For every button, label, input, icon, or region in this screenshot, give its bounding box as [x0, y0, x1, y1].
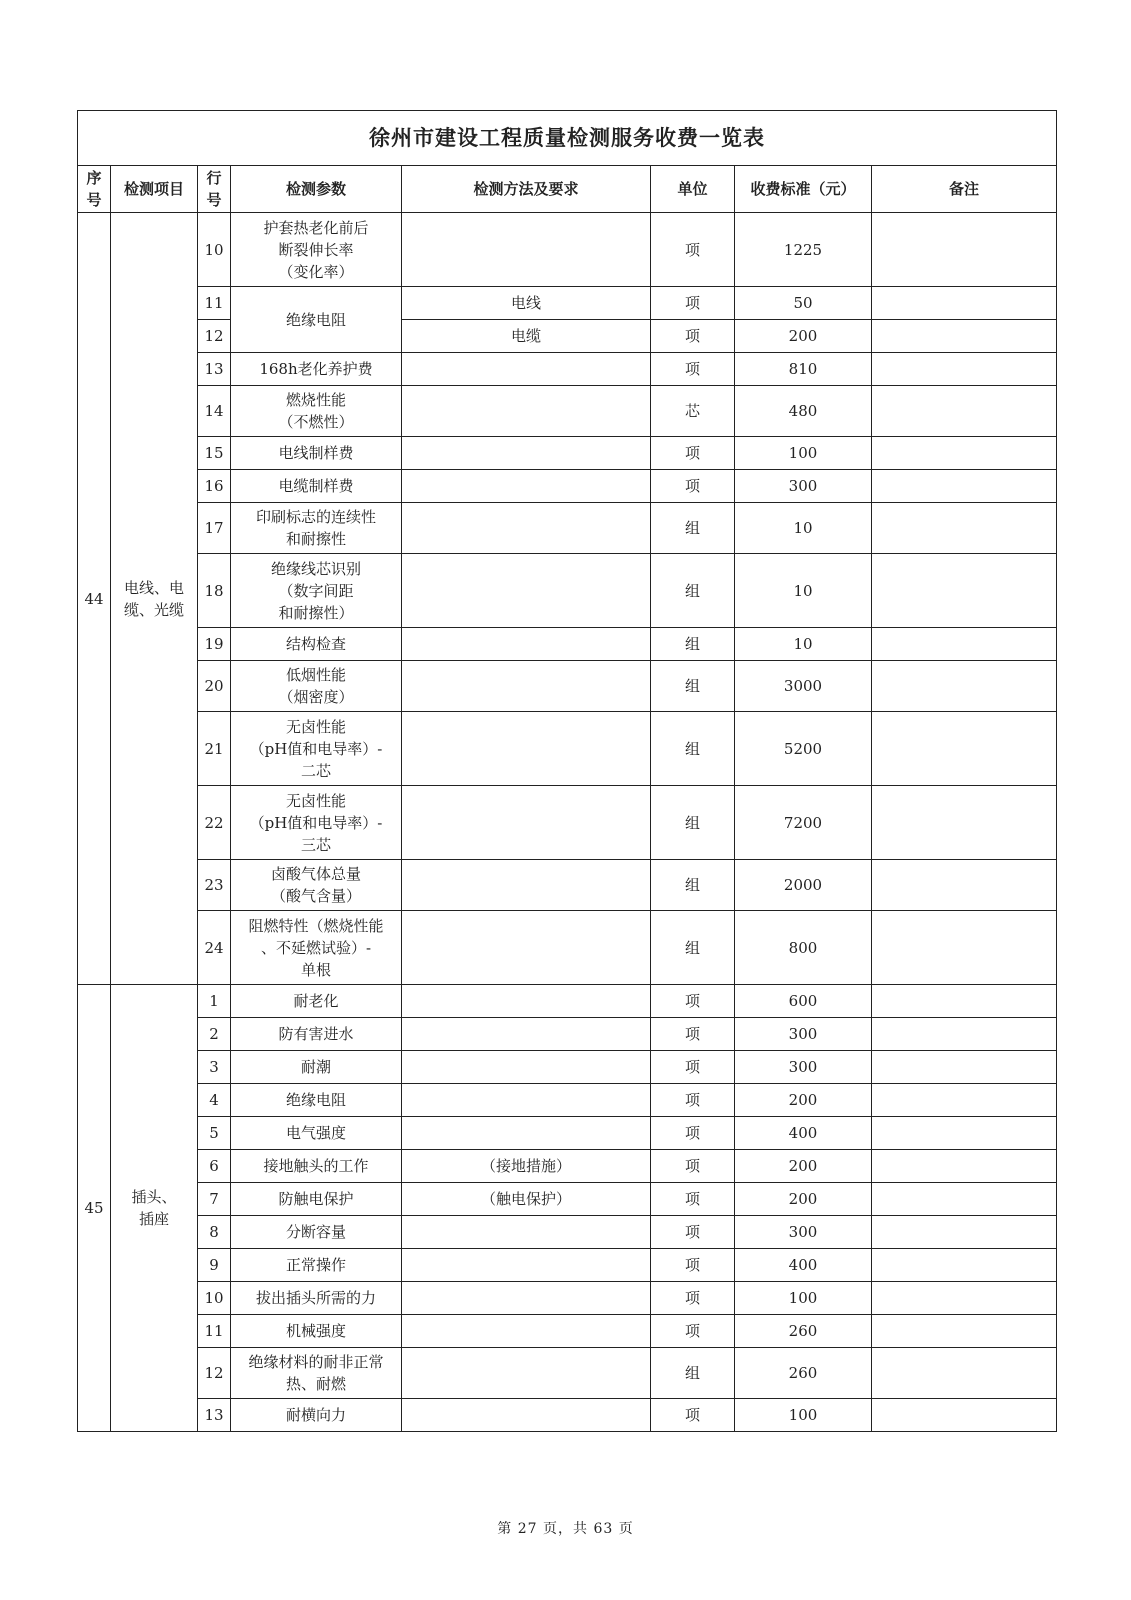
- unit-cell: 组: [651, 911, 735, 985]
- method-cell: [402, 786, 651, 860]
- remark-cell: [872, 320, 1057, 353]
- remark-cell: [872, 661, 1057, 712]
- fee-cell: 800: [735, 911, 872, 985]
- param-cell: 拔出插头所需的力: [231, 1282, 402, 1315]
- row-no: 21: [198, 712, 231, 786]
- table-row: [78, 1249, 1057, 1282]
- table-row: [78, 786, 1057, 860]
- unit-cell: 组: [651, 712, 735, 786]
- row-no: 9: [198, 1249, 231, 1282]
- table-row: [78, 985, 1057, 1018]
- page-footer: 第 27 页，共 63 页: [497, 1521, 634, 1537]
- fee-cell: 200: [735, 1183, 872, 1216]
- table-row: [78, 287, 1057, 320]
- fee-cell: 10: [735, 554, 872, 628]
- table-row: [78, 1216, 1057, 1249]
- header-remark: 备注: [872, 166, 1057, 213]
- row-no: 12: [198, 320, 231, 353]
- row-no: 20: [198, 661, 231, 712]
- group-seq: 44: [78, 213, 111, 985]
- unit-cell: 项: [651, 1150, 735, 1183]
- method-cell: [402, 437, 651, 470]
- method-cell: [402, 554, 651, 628]
- unit-cell: 项: [651, 1084, 735, 1117]
- row-no: 8: [198, 1216, 231, 1249]
- row-no: 2: [198, 1018, 231, 1051]
- param-cell: 无卤性能 （pH值和电导率）- 三芯: [231, 786, 402, 860]
- unit-cell: 项: [651, 1018, 735, 1051]
- unit-cell: 项: [651, 287, 735, 320]
- param-cell: 卤酸气体总量 （酸气含量）: [231, 860, 402, 911]
- method-cell: [402, 353, 651, 386]
- param-cell: 燃烧性能 （不燃性）: [231, 386, 402, 437]
- row-no: 10: [198, 1282, 231, 1315]
- remark-cell: [872, 786, 1057, 860]
- param-cell: 无卤性能 （pH值和电导率）- 二芯: [231, 712, 402, 786]
- fee-cell: 200: [735, 1150, 872, 1183]
- fee-cell: 5200: [735, 712, 872, 786]
- row-no: 22: [198, 786, 231, 860]
- fee-cell: 2000: [735, 860, 872, 911]
- unit-cell: 项: [651, 1399, 735, 1432]
- remark-cell: [872, 628, 1057, 661]
- fee-cell: 260: [735, 1348, 872, 1399]
- remark-cell: [872, 1183, 1057, 1216]
- remark-cell: [872, 860, 1057, 911]
- fee-cell: 400: [735, 1249, 872, 1282]
- table-row: [78, 386, 1057, 437]
- remark-cell: [872, 470, 1057, 503]
- row-no: 15: [198, 437, 231, 470]
- table-row: [78, 320, 1057, 353]
- table-row: [78, 1117, 1057, 1150]
- method-cell: [402, 1249, 651, 1282]
- table-row: [78, 1018, 1057, 1051]
- table-row: [78, 1183, 1057, 1216]
- table-row: [78, 860, 1057, 911]
- method-cell: （接地措施）: [402, 1150, 651, 1183]
- table-row: [78, 554, 1057, 628]
- param-cell: 绝缘电阻: [231, 287, 402, 353]
- method-cell: [402, 860, 651, 911]
- fee-cell: 300: [735, 1018, 872, 1051]
- remark-cell: [872, 213, 1057, 287]
- remark-cell: [872, 1117, 1057, 1150]
- unit-cell: 项: [651, 985, 735, 1018]
- table-row: [78, 1399, 1057, 1432]
- fee-cell: 7200: [735, 786, 872, 860]
- header-unit: 单位: [651, 166, 735, 213]
- unit-cell: 项: [651, 353, 735, 386]
- row-no: 13: [198, 353, 231, 386]
- method-cell: 电线: [402, 287, 651, 320]
- remark-cell: [872, 1216, 1057, 1249]
- row-no: 24: [198, 911, 231, 985]
- fee-cell: 480: [735, 386, 872, 437]
- table-row: [78, 712, 1057, 786]
- fee-cell: 300: [735, 1051, 872, 1084]
- header-param: 检测参数: [231, 166, 402, 213]
- row-no: 7: [198, 1183, 231, 1216]
- fee-cell: 3000: [735, 661, 872, 712]
- fee-cell: 100: [735, 437, 872, 470]
- param-cell: 护套热老化前后 断裂伸长率 （变化率）: [231, 213, 402, 287]
- method-cell: [402, 1216, 651, 1249]
- fee-cell: 200: [735, 1084, 872, 1117]
- unit-cell: 项: [651, 213, 735, 287]
- param-cell: 电气强度: [231, 1117, 402, 1150]
- row-no: 18: [198, 554, 231, 628]
- remark-cell: [872, 1249, 1057, 1282]
- table-row: [78, 470, 1057, 503]
- method-cell: [402, 503, 651, 554]
- group-item: 电线、电 缆、光缆: [111, 213, 198, 985]
- table-row: [78, 1051, 1057, 1084]
- param-cell: 阻燃特性（燃烧性能 、不延燃试验）- 单根: [231, 911, 402, 985]
- table-row: [78, 1315, 1057, 1348]
- row-no: 6: [198, 1150, 231, 1183]
- row-no: 19: [198, 628, 231, 661]
- method-cell: [402, 1282, 651, 1315]
- table-row: [78, 503, 1057, 554]
- param-cell: 结构检查: [231, 628, 402, 661]
- table-row: [78, 437, 1057, 470]
- table-row: [78, 628, 1057, 661]
- remark-cell: [872, 1150, 1057, 1183]
- remark-cell: [872, 503, 1057, 554]
- method-cell: [402, 628, 651, 661]
- table-row: [78, 661, 1057, 712]
- param-cell: 168h老化养护费: [231, 353, 402, 386]
- fee-cell: 300: [735, 1216, 872, 1249]
- method-cell: [402, 1399, 651, 1432]
- unit-cell: 项: [651, 1282, 735, 1315]
- header-row: [78, 166, 1057, 213]
- table-row: [78, 213, 1057, 287]
- method-cell: [402, 1084, 651, 1117]
- param-cell: 分断容量: [231, 1216, 402, 1249]
- unit-cell: 项: [651, 1216, 735, 1249]
- unit-cell: 组: [651, 860, 735, 911]
- unit-cell: 项: [651, 1249, 735, 1282]
- table-row: [78, 1282, 1057, 1315]
- param-cell: 电缆制样费: [231, 470, 402, 503]
- row-no: 13: [198, 1399, 231, 1432]
- row-no: 23: [198, 860, 231, 911]
- unit-cell: 项: [651, 320, 735, 353]
- method-cell: [402, 1348, 651, 1399]
- row-no: 1: [198, 985, 231, 1018]
- header-seq: 序 号: [78, 166, 111, 213]
- method-cell: [402, 1315, 651, 1348]
- remark-cell: [872, 287, 1057, 320]
- remark-cell: [872, 554, 1057, 628]
- unit-cell: 组: [651, 503, 735, 554]
- header-method: 检测方法及要求: [402, 166, 651, 213]
- method-cell: 电缆: [402, 320, 651, 353]
- fee-cell: 10: [735, 503, 872, 554]
- fee-cell: 1225: [735, 213, 872, 287]
- method-cell: [402, 911, 651, 985]
- unit-cell: 组: [651, 786, 735, 860]
- method-cell: [402, 985, 651, 1018]
- row-no: 4: [198, 1084, 231, 1117]
- param-cell: 绝缘线芯识别 （数字间距 和耐擦性）: [231, 554, 402, 628]
- method-cell: [402, 1051, 651, 1084]
- unit-cell: 组: [651, 628, 735, 661]
- fee-cell: 600: [735, 985, 872, 1018]
- table-row: [78, 1084, 1057, 1117]
- remark-cell: [872, 1084, 1057, 1117]
- fee-cell: 200: [735, 320, 872, 353]
- row-no: 11: [198, 1315, 231, 1348]
- fee-cell: 50: [735, 287, 872, 320]
- fee-cell: 100: [735, 1399, 872, 1432]
- remark-cell: [872, 1282, 1057, 1315]
- fee-table: [77, 110, 1057, 1432]
- param-cell: 印刷标志的连续性 和耐擦性: [231, 503, 402, 554]
- method-cell: [402, 1018, 651, 1051]
- method-cell: （触电保护）: [402, 1183, 651, 1216]
- remark-cell: [872, 985, 1057, 1018]
- row-no: 17: [198, 503, 231, 554]
- param-cell: 耐潮: [231, 1051, 402, 1084]
- param-cell: 绝缘电阻: [231, 1084, 402, 1117]
- row-no: 5: [198, 1117, 231, 1150]
- unit-cell: 项: [651, 1183, 735, 1216]
- remark-cell: [872, 1018, 1057, 1051]
- unit-cell: 组: [651, 1348, 735, 1399]
- param-cell: 耐老化: [231, 985, 402, 1018]
- remark-cell: [872, 353, 1057, 386]
- unit-cell: 项: [651, 437, 735, 470]
- unit-cell: 项: [651, 1315, 735, 1348]
- method-cell: [402, 712, 651, 786]
- row-no: 11: [198, 287, 231, 320]
- table-row: [78, 1348, 1057, 1399]
- fee-cell: 810: [735, 353, 872, 386]
- param-cell: 接地触头的工作: [231, 1150, 402, 1183]
- remark-cell: [872, 1399, 1057, 1432]
- remark-cell: [872, 712, 1057, 786]
- remark-cell: [872, 437, 1057, 470]
- row-no: 16: [198, 470, 231, 503]
- param-cell: 机械强度: [231, 1315, 402, 1348]
- method-cell: [402, 661, 651, 712]
- method-cell: [402, 470, 651, 503]
- table-row: [78, 1150, 1057, 1183]
- unit-cell: 芯: [651, 386, 735, 437]
- unit-cell: 项: [651, 1051, 735, 1084]
- param-cell: 电线制样费: [231, 437, 402, 470]
- method-cell: [402, 1117, 651, 1150]
- fee-cell: 100: [735, 1282, 872, 1315]
- header-row-no: 行 号: [198, 166, 231, 213]
- param-cell: 防有害进水: [231, 1018, 402, 1051]
- unit-cell: 项: [651, 470, 735, 503]
- group-seq: 45: [78, 985, 111, 1432]
- table-row: [78, 353, 1057, 386]
- table-title: 徐州市建设工程质量检测服务收费一览表: [78, 111, 1057, 166]
- remark-cell: [872, 386, 1057, 437]
- method-cell: [402, 386, 651, 437]
- unit-cell: 组: [651, 554, 735, 628]
- row-no: 10: [198, 213, 231, 287]
- row-no: 14: [198, 386, 231, 437]
- fee-cell: 260: [735, 1315, 872, 1348]
- row-no: 3: [198, 1051, 231, 1084]
- unit-cell: 组: [651, 661, 735, 712]
- unit-cell: 项: [651, 1117, 735, 1150]
- table-row: [78, 911, 1057, 985]
- remark-cell: [872, 1315, 1057, 1348]
- header-item: 检测项目: [111, 166, 198, 213]
- remark-cell: [872, 1051, 1057, 1084]
- method-cell: [402, 213, 651, 287]
- remark-cell: [872, 911, 1057, 985]
- remark-cell: [872, 1348, 1057, 1399]
- fee-cell: 400: [735, 1117, 872, 1150]
- fee-cell: 10: [735, 628, 872, 661]
- group-item: 插头、 插座: [111, 985, 198, 1432]
- param-cell: 耐横向力: [231, 1399, 402, 1432]
- param-cell: 正常操作: [231, 1249, 402, 1282]
- fee-cell: 300: [735, 470, 872, 503]
- param-cell: 低烟性能 （烟密度）: [231, 661, 402, 712]
- header-fee: 收费标准（元）: [735, 166, 872, 213]
- param-cell: 绝缘材料的耐非正常 热、耐燃: [231, 1348, 402, 1399]
- param-cell: 防触电保护: [231, 1183, 402, 1216]
- row-no: 12: [198, 1348, 231, 1399]
